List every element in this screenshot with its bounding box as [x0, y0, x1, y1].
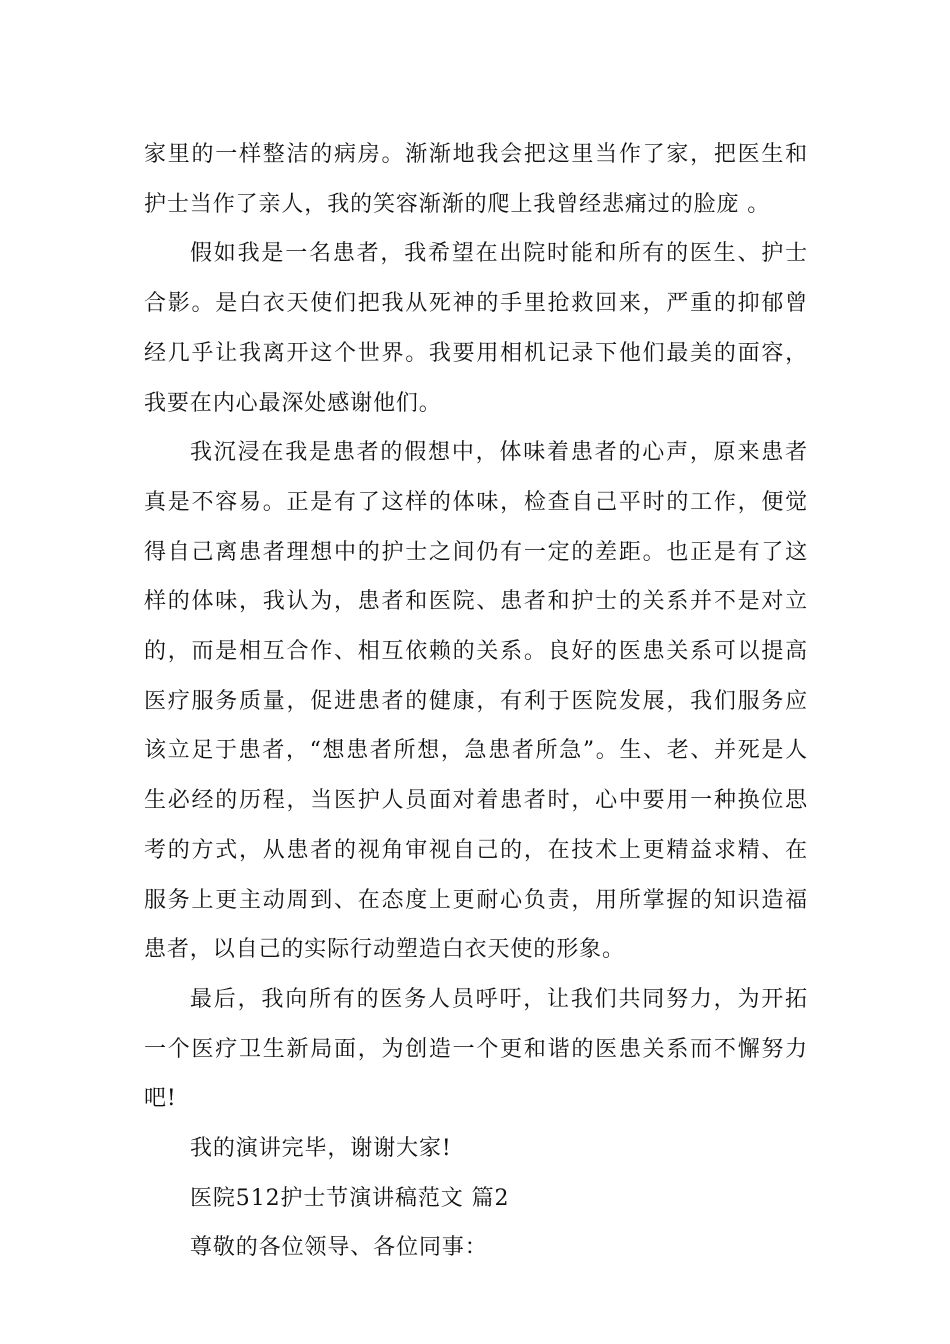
paragraph-thanks: 我的演讲完毕，谢谢大家!	[190, 1136, 452, 1162]
paragraph-closing-appeal: 最后，我向所有的医务人员呼吁，让我们共同努力，为开拓一个医疗卫生新局面，为创造一个更和谐的医患关系而不懈努力吧!	[144, 986, 808, 1112]
document-body	[144, 130, 808, 1273]
salutation: 尊敬的各位领导、各位同事：	[190, 1235, 488, 1261]
paragraph-continuation: 家里的一样整洁的病房。渐渐地我会把这里当作了家，把医生和护士当作了亲人，我的笑容渐渐的爬上我曾经悲痛过的脸庞 。	[144, 142, 808, 217]
section-title: 医院512护士节演讲稿范文 篇2	[190, 1185, 510, 1211]
paragraph-reflection: 我沉浸在我是患者的假想中，体味着患者的心声，原来患者真是不容易。正是有了这样的体味，检查自己平时的工作，便觉得自己离患者理想中的护士之间仍有一定的差距。也正是有了这样的体味，我认为，患者和医院、患者和护士的关系并不是对立的，而是相互合作、相互依赖的关系。良好的医患关系可以提高医疗服务质量，促进患者的健康，有利于医院发展，我们服务应该立足于患者，“想患者所想，急患者所急”。生、老、并死是人生必经的历程，当医护人员面对着患者时，心中要用一种换位思考的方式，从患者的视角审视自己的，在技术上更精益求精、在服务上更主动周到、在态度上更耐心负责，用所掌握的知识造福患者，以自己的实际行动塑造白衣天使的形象。	[144, 440, 808, 963]
paragraph-patient-wish: 假如我是一名患者，我希望在出院时能和所有的医生、护士合影。是白衣天使们把我从死神的手里抢救回来，严重的抑郁曾经几乎让我离开这个世界。我要用相机记录下他们最美的面容，我要在内心最深处感谢他们。	[144, 241, 808, 416]
